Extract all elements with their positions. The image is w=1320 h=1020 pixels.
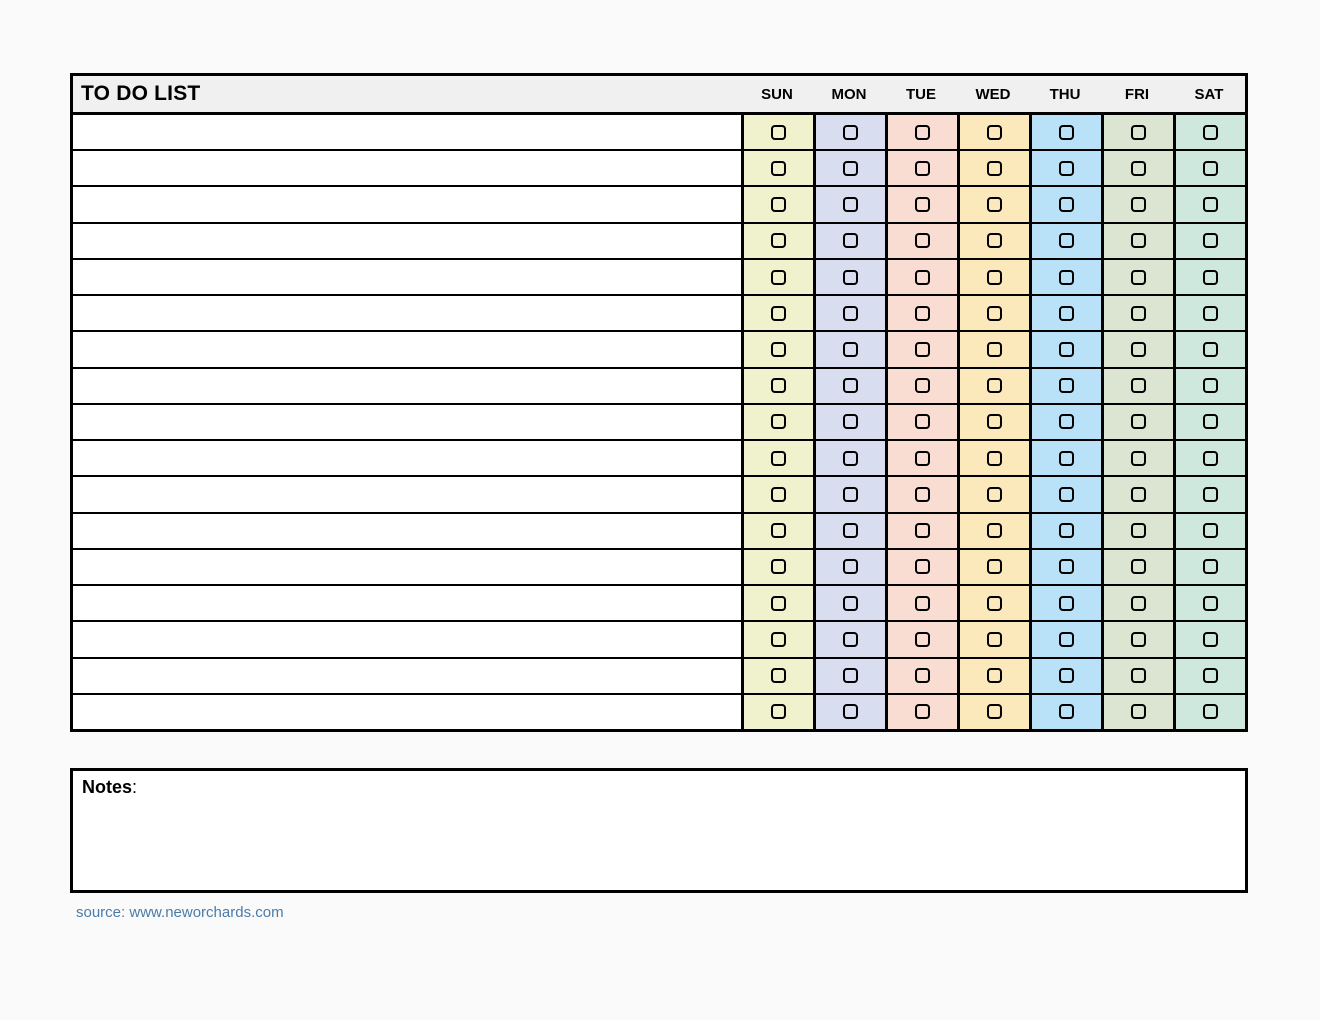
checkbox-fri[interactable] <box>1131 378 1146 393</box>
checkbox-thu[interactable] <box>1059 270 1074 285</box>
task-line[interactable] <box>73 659 741 693</box>
checkbox-sun[interactable] <box>771 125 786 140</box>
day-cell-mon <box>813 586 885 620</box>
checkbox-sun[interactable] <box>771 451 786 466</box>
day-cell-tue <box>885 695 957 729</box>
day-cell-tue <box>885 332 957 366</box>
day-cell-sun <box>741 477 813 511</box>
task-line[interactable] <box>73 550 741 584</box>
day-cell-sun <box>741 187 813 221</box>
day-cell-sun <box>741 369 813 403</box>
day-cell-tue <box>885 514 957 548</box>
day-cell-fri <box>1101 659 1173 693</box>
day-cell-fri <box>1101 332 1173 366</box>
day-cell-wed <box>957 260 1029 294</box>
notes-title <box>82 777 1236 798</box>
checkbox-thu[interactable] <box>1059 487 1074 502</box>
checkbox-thu[interactable] <box>1059 596 1074 611</box>
checkbox-tue[interactable] <box>915 632 930 647</box>
checkbox-fri[interactable] <box>1131 704 1146 719</box>
task-line[interactable] <box>73 260 741 294</box>
day-cell-fri <box>1101 586 1173 620</box>
table-row <box>73 695 1245 729</box>
checkbox-tue[interactable] <box>915 596 930 611</box>
day-cell-thu <box>1029 369 1101 403</box>
checkbox-wed[interactable] <box>987 668 1002 683</box>
day-cell-fri <box>1101 115 1173 149</box>
table-row <box>73 405 1245 441</box>
day-cell-tue <box>885 187 957 221</box>
day-cell-tue <box>885 260 957 294</box>
table-row <box>73 622 1245 658</box>
checkbox-wed[interactable] <box>987 306 1002 321</box>
table-row <box>73 659 1245 695</box>
checkbox-sat[interactable] <box>1203 668 1218 683</box>
day-cell-fri <box>1101 477 1173 511</box>
checkbox-sat[interactable] <box>1203 270 1218 285</box>
checkbox-sat[interactable] <box>1203 559 1218 574</box>
checkbox-sat[interactable] <box>1203 342 1218 357</box>
checkbox-tue[interactable] <box>915 270 930 285</box>
task-line[interactable] <box>73 405 741 439</box>
checkbox-mon[interactable] <box>843 596 858 611</box>
day-cell-thu <box>1029 550 1101 584</box>
day-cell-thu <box>1029 115 1101 149</box>
task-line[interactable] <box>73 187 741 221</box>
day-cell-thu <box>1029 224 1101 258</box>
day-cell-tue <box>885 115 957 149</box>
day-cell-mon <box>813 151 885 185</box>
checkbox-fri[interactable] <box>1131 632 1146 647</box>
task-line[interactable] <box>73 514 741 548</box>
day-cell-fri <box>1101 622 1173 656</box>
checkbox-mon[interactable] <box>843 378 858 393</box>
day-cell-thu <box>1029 514 1101 548</box>
table-row <box>73 151 1245 187</box>
checkbox-sun[interactable] <box>771 632 786 647</box>
task-line[interactable] <box>73 441 741 475</box>
checkbox-tue[interactable] <box>915 414 930 429</box>
todo-table <box>70 73 1248 732</box>
day-cell-fri <box>1101 441 1173 475</box>
day-cell-wed <box>957 550 1029 584</box>
checkbox-sun[interactable] <box>771 233 786 248</box>
checkbox-wed[interactable] <box>987 161 1002 176</box>
day-cell-sun <box>741 115 813 149</box>
day-cell-fri <box>1101 151 1173 185</box>
day-cell-mon <box>813 187 885 221</box>
day-cell-sun <box>741 151 813 185</box>
checkbox-mon[interactable] <box>843 704 858 719</box>
checkbox-mon[interactable] <box>843 270 858 285</box>
checkbox-sun[interactable] <box>771 270 786 285</box>
day-cell-sun <box>741 224 813 258</box>
day-cell-thu <box>1029 659 1101 693</box>
checkbox-wed[interactable] <box>987 559 1002 574</box>
checkbox-fri[interactable] <box>1131 161 1146 176</box>
day-cell-wed <box>957 659 1029 693</box>
day-cell-wed <box>957 695 1029 729</box>
checkbox-fri[interactable] <box>1131 487 1146 502</box>
page-title: TO DO LIST <box>81 82 201 105</box>
table-row <box>73 296 1245 332</box>
table-row <box>73 224 1245 260</box>
checkbox-thu[interactable] <box>1059 523 1074 538</box>
day-header-fri: FRI <box>1124 85 1150 103</box>
checkbox-sun[interactable] <box>771 161 786 176</box>
checkbox-mon[interactable] <box>843 668 858 683</box>
table-row <box>73 369 1245 405</box>
day-cell-fri <box>1101 187 1173 221</box>
day-cell-tue <box>885 151 957 185</box>
day-cell-fri <box>1101 369 1173 403</box>
day-cell-wed <box>957 369 1029 403</box>
day-cell-sat <box>1173 187 1245 221</box>
checkbox-thu[interactable] <box>1059 342 1074 357</box>
checkbox-sat[interactable] <box>1203 596 1218 611</box>
checkbox-sat[interactable] <box>1203 487 1218 502</box>
table-row <box>73 586 1245 622</box>
day-cell-wed <box>957 224 1029 258</box>
task-line[interactable] <box>73 586 741 620</box>
day-cell-tue <box>885 405 957 439</box>
checkbox-fri[interactable] <box>1131 668 1146 683</box>
checkbox-wed[interactable] <box>987 233 1002 248</box>
checkbox-sun[interactable] <box>771 487 786 502</box>
checkbox-fri[interactable] <box>1131 596 1146 611</box>
day-header-thu: THU <box>1049 85 1081 103</box>
day-cell-mon <box>813 659 885 693</box>
day-cell-sat <box>1173 622 1245 656</box>
day-cell-fri <box>1101 695 1173 729</box>
checkbox-tue[interactable] <box>915 523 930 538</box>
checkbox-sun[interactable] <box>771 704 786 719</box>
table-header <box>73 76 1245 115</box>
checkbox-sat[interactable] <box>1203 414 1218 429</box>
day-cell-sat <box>1173 477 1245 511</box>
checkbox-mon[interactable] <box>843 306 858 321</box>
table-row <box>73 187 1245 223</box>
day-cell-sun <box>741 586 813 620</box>
day-cell-sun <box>741 514 813 548</box>
checkbox-tue[interactable] <box>915 197 930 212</box>
checkbox-sat[interactable] <box>1203 233 1218 248</box>
checkbox-thu[interactable] <box>1059 668 1074 683</box>
day-cell-fri <box>1101 260 1173 294</box>
day-cell-thu <box>1029 441 1101 475</box>
checkbox-sat[interactable] <box>1203 197 1218 212</box>
checkbox-sun[interactable] <box>771 414 786 429</box>
day-header-wed: WED <box>975 85 1011 103</box>
day-cell-wed <box>957 296 1029 330</box>
day-header-tue: TUE <box>906 85 936 103</box>
day-cell-mon <box>813 477 885 511</box>
task-line[interactable] <box>73 296 741 330</box>
checkbox-sun[interactable] <box>771 668 786 683</box>
checkbox-wed[interactable] <box>987 197 1002 212</box>
day-header-sun: SUN <box>761 85 793 103</box>
day-cell-mon <box>813 441 885 475</box>
day-cell-thu <box>1029 405 1101 439</box>
day-cell-thu <box>1029 151 1101 185</box>
day-cell-wed <box>957 187 1029 221</box>
notes-box[interactable] <box>70 768 1248 893</box>
checkbox-wed[interactable] <box>987 596 1002 611</box>
checkbox-wed[interactable] <box>987 414 1002 429</box>
day-cell-thu <box>1029 586 1101 620</box>
day-cell-sat <box>1173 550 1245 584</box>
task-line[interactable] <box>73 369 741 403</box>
day-cell-sat <box>1173 514 1245 548</box>
day-cell-sat <box>1173 260 1245 294</box>
checkbox-thu[interactable] <box>1059 414 1074 429</box>
checkbox-wed[interactable] <box>987 523 1002 538</box>
checkbox-mon[interactable] <box>843 523 858 538</box>
day-cell-sat <box>1173 296 1245 330</box>
task-line[interactable] <box>73 695 741 729</box>
day-cell-wed <box>957 477 1029 511</box>
checkbox-sat[interactable] <box>1203 125 1218 140</box>
day-cell-sun <box>741 405 813 439</box>
day-cell-wed <box>957 405 1029 439</box>
day-cell-mon <box>813 369 885 403</box>
checkbox-fri[interactable] <box>1131 342 1146 357</box>
day-cell-mon <box>813 115 885 149</box>
day-cell-wed <box>957 622 1029 656</box>
day-cell-mon <box>813 260 885 294</box>
day-cell-mon <box>813 550 885 584</box>
checkbox-thu[interactable] <box>1059 559 1074 574</box>
table-row <box>73 115 1245 151</box>
day-cell-sat <box>1173 369 1245 403</box>
day-cell-wed <box>957 514 1029 548</box>
checkbox-thu[interactable] <box>1059 233 1074 248</box>
checkbox-fri[interactable] <box>1131 306 1146 321</box>
day-cell-tue <box>885 550 957 584</box>
checkbox-tue[interactable] <box>915 233 930 248</box>
checkbox-fri[interactable] <box>1131 451 1146 466</box>
day-cell-thu <box>1029 477 1101 511</box>
day-cell-mon <box>813 296 885 330</box>
notes-label: Notes <box>82 777 133 797</box>
day-cell-mon <box>813 224 885 258</box>
day-cell-tue <box>885 369 957 403</box>
checkbox-tue[interactable] <box>915 668 930 683</box>
day-cell-sun <box>741 695 813 729</box>
checkbox-tue[interactable] <box>915 559 930 574</box>
day-cell-sun <box>741 622 813 656</box>
source-link[interactable]: source: www.neworchards.com <box>76 904 284 921</box>
checkbox-thu[interactable] <box>1059 704 1074 719</box>
checkbox-wed[interactable] <box>987 451 1002 466</box>
day-cell-tue <box>885 441 957 475</box>
checkbox-sun[interactable] <box>771 523 786 538</box>
checkbox-thu[interactable] <box>1059 161 1074 176</box>
checkbox-mon[interactable] <box>843 559 858 574</box>
day-cell-sun <box>741 659 813 693</box>
day-cell-mon <box>813 405 885 439</box>
table-row <box>73 332 1245 368</box>
day-cell-sun <box>741 441 813 475</box>
day-cell-sat <box>1173 695 1245 729</box>
checkbox-tue[interactable] <box>915 161 930 176</box>
checkbox-fri[interactable] <box>1131 414 1146 429</box>
checkbox-fri[interactable] <box>1131 523 1146 538</box>
day-cell-fri <box>1101 224 1173 258</box>
checkbox-tue[interactable] <box>915 487 930 502</box>
day-cell-wed <box>957 151 1029 185</box>
checkbox-sat[interactable] <box>1203 306 1218 321</box>
day-cell-fri <box>1101 296 1173 330</box>
checkbox-sat[interactable] <box>1203 523 1218 538</box>
day-header-sat: SAT <box>1194 85 1224 103</box>
checkbox-fri[interactable] <box>1131 125 1146 140</box>
checkbox-sun[interactable] <box>771 559 786 574</box>
task-line[interactable] <box>73 115 741 149</box>
day-cell-fri <box>1101 550 1173 584</box>
checkbox-sun[interactable] <box>771 378 786 393</box>
checkbox-wed[interactable] <box>987 125 1002 140</box>
checkbox-sat[interactable] <box>1203 632 1218 647</box>
day-cell-wed <box>957 441 1029 475</box>
checkbox-thu[interactable] <box>1059 451 1074 466</box>
checkbox-mon[interactable] <box>843 197 858 212</box>
day-cell-thu <box>1029 622 1101 656</box>
day-cell-tue <box>885 586 957 620</box>
day-cell-sun <box>741 550 813 584</box>
day-cell-thu <box>1029 332 1101 366</box>
checkbox-mon[interactable] <box>843 414 858 429</box>
checkbox-sat[interactable] <box>1203 161 1218 176</box>
day-cell-sun <box>741 332 813 366</box>
day-cell-mon <box>813 622 885 656</box>
checkbox-thu[interactable] <box>1059 632 1074 647</box>
day-cell-tue <box>885 622 957 656</box>
checkbox-tue[interactable] <box>915 125 930 140</box>
checkbox-thu[interactable] <box>1059 197 1074 212</box>
day-cell-fri <box>1101 514 1173 548</box>
checkbox-thu[interactable] <box>1059 378 1074 393</box>
day-cell-thu <box>1029 260 1101 294</box>
day-cell-wed <box>957 332 1029 366</box>
checkbox-wed[interactable] <box>987 378 1002 393</box>
day-cell-fri <box>1101 405 1173 439</box>
day-cell-thu <box>1029 187 1101 221</box>
task-line[interactable] <box>73 477 741 511</box>
table-row <box>73 260 1245 296</box>
checkbox-tue[interactable] <box>915 378 930 393</box>
task-rows <box>73 115 1245 729</box>
checkbox-mon[interactable] <box>843 632 858 647</box>
checkbox-sat[interactable] <box>1203 704 1218 719</box>
table-row <box>73 514 1245 550</box>
checkbox-sun[interactable] <box>771 596 786 611</box>
day-cell-mon <box>813 695 885 729</box>
day-cell-sat <box>1173 659 1245 693</box>
checkbox-mon[interactable] <box>843 161 858 176</box>
day-cell-tue <box>885 296 957 330</box>
day-cell-tue <box>885 477 957 511</box>
checkbox-fri[interactable] <box>1131 559 1146 574</box>
task-line[interactable] <box>73 224 741 258</box>
day-cell-sat <box>1173 115 1245 149</box>
checkbox-mon[interactable] <box>843 125 858 140</box>
day-cell-mon <box>813 332 885 366</box>
checkbox-sun[interactable] <box>771 342 786 357</box>
day-header-mon: MON <box>831 85 867 103</box>
table-row <box>73 550 1245 586</box>
day-cell-sat <box>1173 332 1245 366</box>
table-row <box>73 477 1245 513</box>
checkbox-mon[interactable] <box>843 487 858 502</box>
checkbox-fri[interactable] <box>1131 233 1146 248</box>
day-cell-sun <box>741 260 813 294</box>
checkbox-tue[interactable] <box>915 704 930 719</box>
table-row <box>73 441 1245 477</box>
checkbox-wed[interactable] <box>987 487 1002 502</box>
checkbox-wed[interactable] <box>987 632 1002 647</box>
checkbox-sun[interactable] <box>771 306 786 321</box>
day-cell-tue <box>885 659 957 693</box>
checkbox-wed[interactable] <box>987 342 1002 357</box>
day-cell-sat <box>1173 586 1245 620</box>
checkbox-mon[interactable] <box>843 233 858 248</box>
checkbox-thu[interactable] <box>1059 125 1074 140</box>
checkbox-sat[interactable] <box>1203 378 1218 393</box>
day-cell-thu <box>1029 296 1101 330</box>
checkbox-mon[interactable] <box>843 342 858 357</box>
checkbox-tue[interactable] <box>915 342 930 357</box>
checkbox-fri[interactable] <box>1131 270 1146 285</box>
day-cell-tue <box>885 224 957 258</box>
day-cell-thu <box>1029 695 1101 729</box>
checkbox-wed[interactable] <box>987 704 1002 719</box>
day-cell-sat <box>1173 151 1245 185</box>
checkbox-mon[interactable] <box>843 451 858 466</box>
day-cell-sun <box>741 296 813 330</box>
day-cell-wed <box>957 586 1029 620</box>
checkbox-tue[interactable] <box>915 451 930 466</box>
checkbox-wed[interactable] <box>987 270 1002 285</box>
task-line[interactable] <box>73 151 741 185</box>
notes-colon: : <box>132 777 138 797</box>
checkbox-thu[interactable] <box>1059 306 1074 321</box>
checkbox-sat[interactable] <box>1203 451 1218 466</box>
checkbox-sun[interactable] <box>771 197 786 212</box>
checkbox-fri[interactable] <box>1131 197 1146 212</box>
task-line[interactable] <box>73 622 741 656</box>
day-cell-wed <box>957 115 1029 149</box>
day-cell-sat <box>1173 405 1245 439</box>
checkbox-tue[interactable] <box>915 306 930 321</box>
day-cell-sat <box>1173 441 1245 475</box>
task-line[interactable] <box>73 332 741 366</box>
day-cell-sat <box>1173 224 1245 258</box>
day-cell-mon <box>813 514 885 548</box>
